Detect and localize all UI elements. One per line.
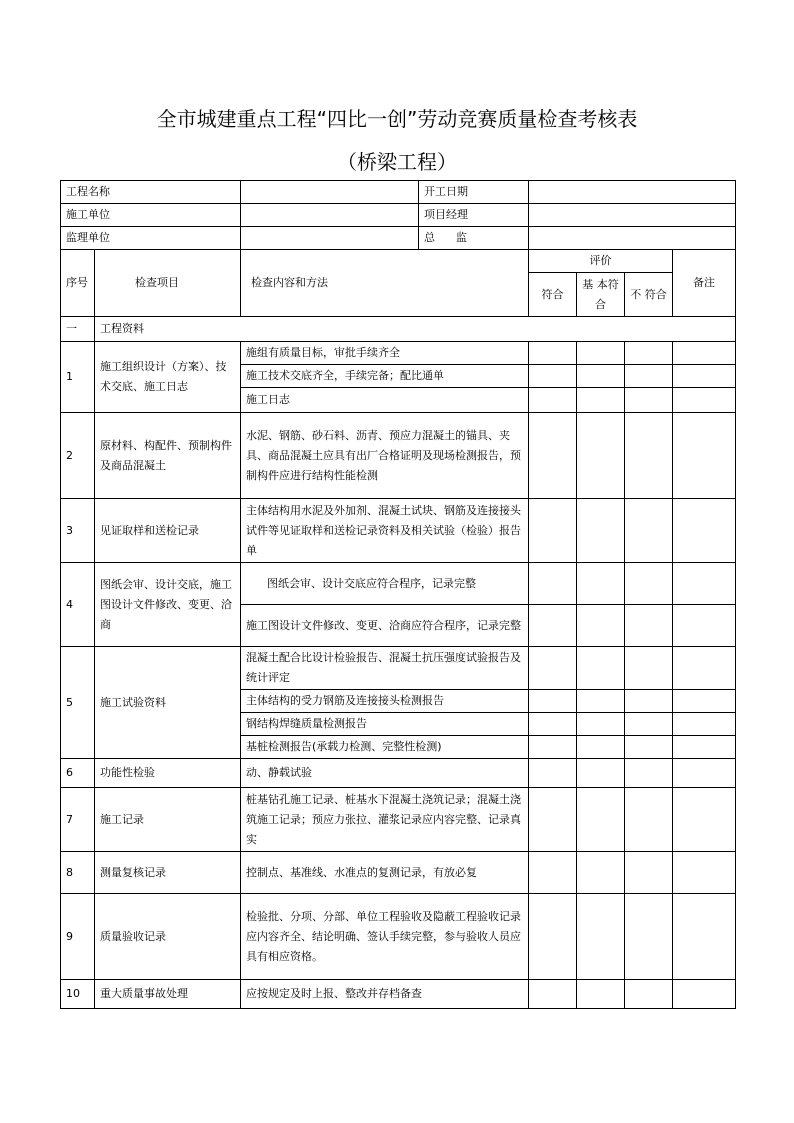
eval-nonconform-cell[interactable] [625, 563, 673, 605]
row-item: 施工组织设计（方案）、技术交底、施工日志 [95, 342, 241, 413]
remark-cell[interactable] [673, 342, 736, 365]
row-content: 钢结构焊缝质量检测报告 [241, 713, 529, 736]
remark-cell[interactable] [673, 980, 736, 1009]
eval-basic-cell[interactable] [577, 980, 625, 1009]
row-content: 主体结构的受力钢筋及连接接头检测报告 [241, 690, 529, 713]
eval-nonconform-cell[interactable] [625, 499, 673, 563]
row-seq: 7 [61, 788, 95, 852]
row-item: 功能性检验 [95, 759, 241, 788]
row-content: 施组有质量目标，审批手续齐全 [241, 342, 529, 365]
eval-conform-cell[interactable] [529, 759, 577, 788]
eval-basic-cell[interactable] [577, 690, 625, 713]
eval-basic-cell[interactable] [577, 852, 625, 894]
header-nonconform: 不 符合 [625, 273, 673, 317]
value-start-date[interactable] [529, 181, 736, 204]
eval-basic-cell[interactable] [577, 413, 625, 499]
eval-conform-cell[interactable] [529, 499, 577, 563]
row-content: 图纸会审、设计交底应符合程序，记录完整 [241, 563, 529, 605]
row-content: 混凝土配合比设计检验报告、混凝土抗压强度试验报告及统计评定 [241, 647, 529, 690]
label-project-name: 工程名称 [61, 181, 241, 204]
row-content: 施工日志 [241, 388, 529, 413]
eval-basic-cell[interactable] [577, 894, 625, 980]
eval-nonconform-cell[interactable] [625, 342, 673, 365]
remark-cell[interactable] [673, 563, 736, 605]
eval-nonconform-cell[interactable] [625, 852, 673, 894]
row-content: 控制点、基准线、水准点的复测记录，有放必复 [241, 852, 529, 894]
eval-conform-cell[interactable] [529, 365, 577, 388]
eval-basic-cell[interactable] [577, 647, 625, 690]
row-seq: 10 [61, 980, 95, 1009]
remark-cell[interactable] [673, 852, 736, 894]
eval-nonconform-cell[interactable] [625, 647, 673, 690]
row-content: 桩基钻孔施工记录、桩基水下混凝土浇筑记录；混凝土浇筑施工记录；预应力张拉、灌浆记录应内容完整、记录真实 [241, 788, 529, 852]
eval-conform-cell[interactable] [529, 388, 577, 413]
row-item: 见证取样和送检记录 [95, 499, 241, 563]
eval-conform-cell[interactable] [529, 647, 577, 690]
eval-nonconform-cell[interactable] [625, 788, 673, 852]
eval-basic-cell[interactable] [577, 788, 625, 852]
row-item: 图纸会审、设计交底，施工图设计文件修改、变更、洽商 [95, 563, 241, 647]
row-content: 主体结构用水泥及外加剂、混凝土试块、钢筋及连接接头试件等见证取样和送检记录资料及相关试验（检验）报告单 [241, 499, 529, 563]
eval-nonconform-cell[interactable] [625, 759, 673, 788]
row-content: 检验批、分项、分部、单位工程验收及隐蔽工程验收记录应内容齐全、结论明确、签认手续完整，参与验收人员应具有相应资格。 [241, 894, 529, 980]
label-start-date: 开工日期 [419, 181, 529, 204]
eval-nonconform-cell[interactable] [625, 713, 673, 736]
row-seq: 5 [61, 647, 95, 759]
remark-cell[interactable] [673, 894, 736, 980]
document-subtitle: （桥梁工程） [337, 150, 457, 174]
header-seq: 序号 [61, 250, 95, 317]
eval-basic-cell[interactable] [577, 563, 625, 605]
eval-conform-cell[interactable] [529, 894, 577, 980]
row-seq: 9 [61, 894, 95, 980]
remark-cell[interactable] [673, 605, 736, 647]
row-item: 施工试验资料 [95, 647, 241, 759]
label-supervision-unit: 监理单位 [61, 227, 241, 250]
eval-basic-cell[interactable] [577, 736, 625, 759]
remark-cell[interactable] [673, 365, 736, 388]
header-content: 检查内容和方法 [241, 250, 529, 317]
row-item: 重大质量事故处理 [95, 980, 241, 1009]
section-seq: 一 [61, 317, 95, 342]
eval-conform-cell[interactable] [529, 736, 577, 759]
remark-cell[interactable] [673, 788, 736, 852]
row-seq: 3 [61, 499, 95, 563]
eval-nonconform-cell[interactable] [625, 690, 673, 713]
row-content: 基桩检测报告(承载力检测、完整性检测) [241, 736, 529, 759]
eval-nonconform-cell[interactable] [625, 605, 673, 647]
remark-cell[interactable] [673, 713, 736, 736]
label-project-manager: 项目经理 [419, 204, 529, 227]
row-seq: 6 [61, 759, 95, 788]
header-remark: 备注 [673, 250, 736, 317]
eval-basic-cell[interactable] [577, 713, 625, 736]
row-content: 施工图设计文件修改、变更、洽商应符合程序，记录完整 [241, 605, 529, 647]
remark-cell[interactable] [673, 499, 736, 563]
remark-cell[interactable] [673, 647, 736, 690]
row-item: 测量复核记录 [95, 852, 241, 894]
value-project-manager[interactable] [529, 204, 736, 227]
remark-cell[interactable] [673, 413, 736, 499]
row-item: 原材料、构配件、预制构件及商品混凝土 [95, 413, 241, 499]
eval-basic-cell[interactable] [577, 342, 625, 365]
eval-basic-cell[interactable] [577, 605, 625, 647]
remark-cell[interactable] [673, 388, 736, 413]
eval-nonconform-cell[interactable] [625, 365, 673, 388]
eval-conform-cell[interactable] [529, 413, 577, 499]
eval-basic-cell[interactable] [577, 388, 625, 413]
row-seq: 8 [61, 852, 95, 894]
label-construction-unit: 施工单位 [61, 204, 241, 227]
row-content: 应按规定及时上报、整改并存档备查 [241, 980, 529, 1009]
eval-conform-cell[interactable] [529, 852, 577, 894]
header-evaluation: 评价 [529, 250, 673, 273]
eval-nonconform-cell[interactable] [625, 736, 673, 759]
row-item: 质量验收记录 [95, 894, 241, 980]
value-construction-unit[interactable] [241, 204, 419, 227]
eval-conform-cell[interactable] [529, 342, 577, 365]
header-conform: 符合 [529, 273, 577, 317]
row-item: 施工记录 [95, 788, 241, 852]
eval-nonconform-cell[interactable] [625, 980, 673, 1009]
eval-conform-cell[interactable] [529, 788, 577, 852]
label-chief-supervisor: 总 监 [419, 227, 529, 250]
eval-conform-cell[interactable] [529, 980, 577, 1009]
value-supervision-unit[interactable] [241, 227, 419, 250]
eval-conform-cell[interactable] [529, 563, 577, 605]
header-basic-conform: 基 本符合 [577, 273, 625, 317]
row-content: 水泥、钢筋、砂石料、沥青、预应力混凝土的锚具、夹具、商品混凝土应具有出厂合格证明及现场检测报告，预制构件应进行结构性能检测 [241, 413, 529, 499]
eval-basic-cell[interactable] [577, 759, 625, 788]
inspection-table [60, 180, 736, 1009]
row-content: 施工技术交底齐全，手续完备；配比通单 [241, 365, 529, 388]
eval-conform-cell[interactable] [529, 713, 577, 736]
remark-cell[interactable] [673, 690, 736, 713]
eval-nonconform-cell[interactable] [625, 388, 673, 413]
row-seq: 2 [61, 413, 95, 499]
eval-conform-cell[interactable] [529, 690, 577, 713]
eval-nonconform-cell[interactable] [625, 413, 673, 499]
section-label: 工程资料 [95, 317, 736, 342]
eval-conform-cell[interactable] [529, 605, 577, 647]
eval-basic-cell[interactable] [577, 499, 625, 563]
row-seq: 1 [61, 342, 95, 413]
value-project-name[interactable] [241, 181, 419, 204]
document-title: 全市城建重点工程“四比一创”劳动竞赛质量检查考核表 [156, 107, 638, 131]
eval-nonconform-cell[interactable] [625, 894, 673, 980]
remark-cell[interactable] [673, 736, 736, 759]
row-seq: 4 [61, 563, 95, 647]
eval-basic-cell[interactable] [577, 365, 625, 388]
value-chief-supervisor[interactable] [529, 227, 736, 250]
row-content: 动、静载试验 [241, 759, 529, 788]
header-item: 检查项目 [95, 250, 241, 317]
remark-cell[interactable] [673, 759, 736, 788]
